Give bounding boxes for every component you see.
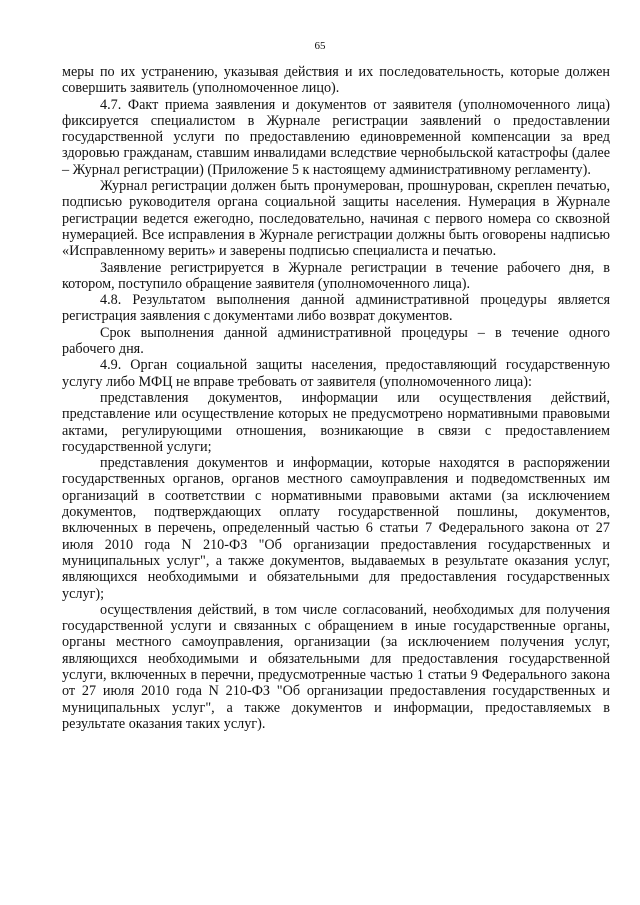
document-body xyxy=(62,64,610,732)
paragraph-10: осуществления действий, в том числе согласований, необходимых для получения государственной услуги и связанных с обращением в иные государственные органы, органы местного самоуправления, организации (за исключением получения услуг, являющихся необходимыми и обязательными для предоставления государственной услуги, включенных в перечни, предусмотренные частью 1 статьи 9 Федерального закона от 27 июля 2010 года N 210-ФЗ "Об организации предоставления государственных и муниципальных услуг", а также документов и информации, предоставляемых в результате оказания таких услуг). xyxy=(62,601,610,732)
paragraph-6: Срок выполнения данной административной процедуры – в течение одного рабочего дня. xyxy=(62,324,610,358)
paragraph-8: представления документов, информации или осуществления действий, представление или осуществление которых не предусмотрено нормативными правовыми актами, регулирующими отношения, возникающие в связи с предоставлением государственной услуги; xyxy=(62,389,610,455)
page-number: 65 xyxy=(314,40,326,52)
paragraph-2: 4.7. Факт приема заявления и документов от заявителя (уполномоченного лица) фиксируется специалистом в Журнале регистрации заявлений о предоставлении государственной услуги по предоставлению единовременной компенсации за вред здоровью гражданам, ставшим инвалидами вследствие чернобыльской катастрофы (далее – Журнал регистрации) (Приложение 5 к настоящему административному регламенту). xyxy=(62,96,610,178)
paragraph-7: 4.9. Орган социальной защиты населения, предоставляющий государственную услугу либо МФЦ не вправе требовать от заявителя (уполномоченного лица): xyxy=(62,357,610,390)
paragraph-3: Журнал регистрации должен быть пронумерован, прошнурован, скреплен печатью, подписью руководителя органа социальной защиты населения. Нумерация в Журнале регистрации ведется ежегодно, последовательно, начиная с первого номера со сквозной нумерацией. Все исправления в Журнале регистрации должны быть оговорены надписью «Исправленному верить» и заверены подписью специалиста и печатью. xyxy=(62,178,610,260)
paragraph-9: представления документов и информации, которые находятся в распоряжении государственных органов, органов местного самоуправления и подведомственных им организаций в соответствии с нормативными правовыми актами (за исключением документов, подтверждающих оплату государственной пошлины, документов, включенных в перечень, определенный частью 6 статьи 7 Федерального закона от 27 июля 2010 года N 210-ФЗ "Об организации предоставления государственных и муниципальных услуг", а также документов, выдаваемых в результате оказания услуг, являющихся необходимыми и обязательными для предоставления государственных услуг); xyxy=(62,455,610,602)
paragraph-5: 4.8. Результатом выполнения данной административной процедуры является регистрация заявления с документами либо возврат документов. xyxy=(62,292,610,325)
paragraph-4: Заявление регистрируется в Журнале регистрации в течение рабочего дня, в котором, поступило обращение заявителя (уполномоченного лица). xyxy=(62,259,610,292)
paragraph-1: меры по их устранению, указывая действия и их последовательность, которые должен совершить заявитель (уполномоченное лицо). xyxy=(62,64,610,97)
